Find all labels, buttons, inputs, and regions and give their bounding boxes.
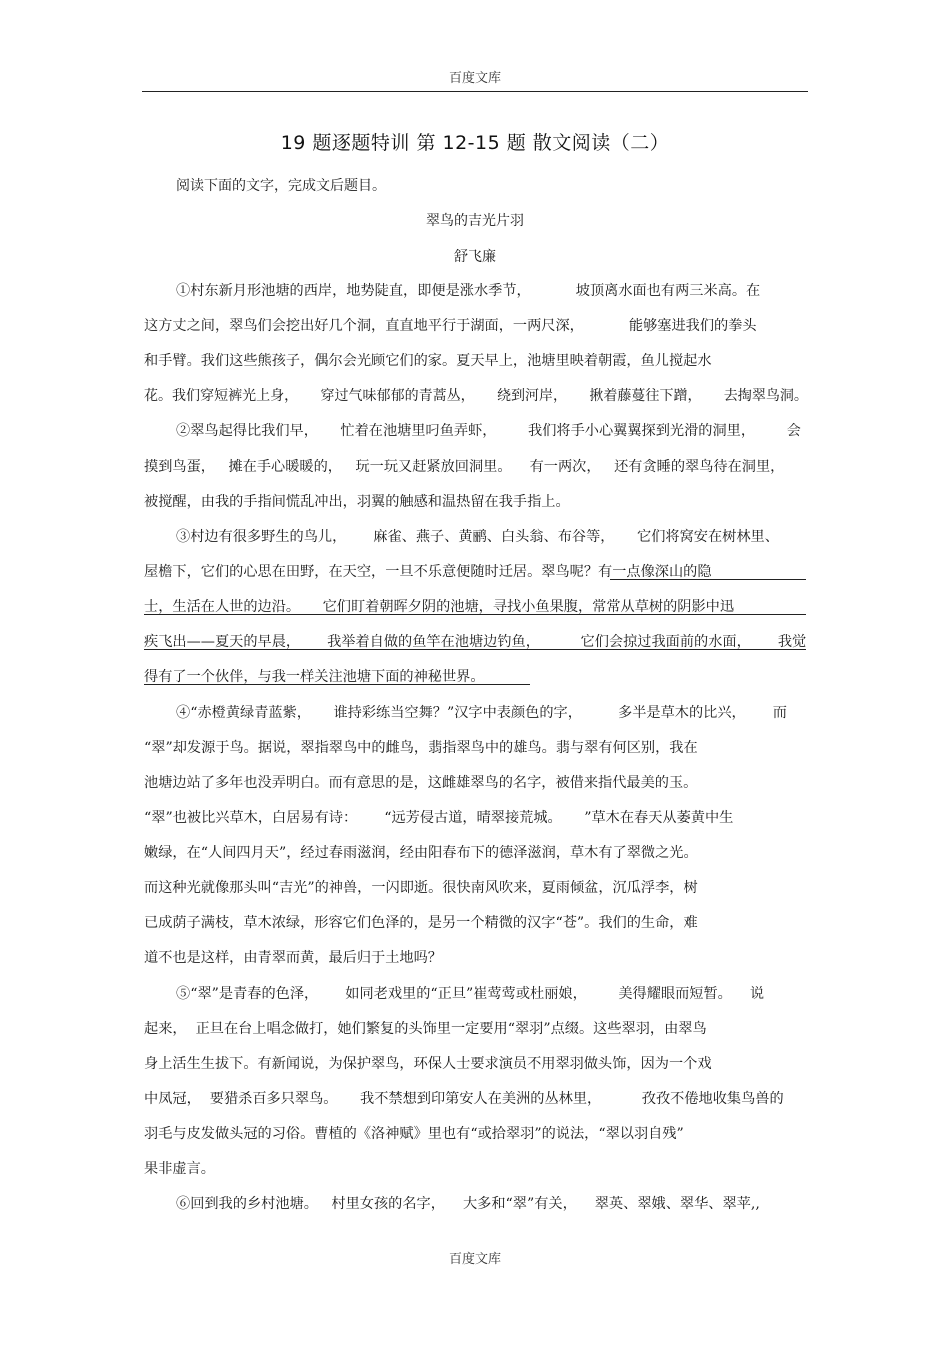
text-line: 被搅醒，由我的手指间慌乱冲出，羽翼的触感和温热留在我手指上。 bbox=[144, 494, 570, 510]
text-line: 中凤冠， 要猎杀百多只翠鸟。 我不禁想到印第安人在美洲的丛林里， 孜孜不倦地收集鸟兽的 bbox=[144, 1091, 784, 1107]
instruction-text: 阅读下面的文字，完成文后题目。 bbox=[176, 178, 386, 194]
underline-mark bbox=[144, 614, 806, 615]
text-line: 这方丈之间，翠鸟们会挖出好几个洞，直直地平行于湖面，一两尺深， 能够塞进我们的拳头 bbox=[144, 318, 757, 334]
underline-mark bbox=[144, 649, 806, 650]
text-line: 羽毛与皮发做头冠的习俗。曹植的《洛神赋》里也有“或拾翠羽”的说法，“翠以羽自残” bbox=[144, 1126, 684, 1142]
text-line: ①村东新月形池塘的西岸，地势陡直，即便是涨水季节， 坡顶离水面也有两三米高。在 bbox=[176, 283, 761, 299]
text-line: ⑤“翠”是青春的色泽， 如同老戏里的“正旦”崔莺莺或杜丽娘， 美得耀眼而短暂。 说 bbox=[176, 986, 765, 1002]
text-line: ②翠鸟起得比我们早， 忙着在池塘里叼鱼弄虾， 我们将手小心翼翼探到光滑的洞里， 会 bbox=[176, 423, 801, 439]
text-line: 得有了一个伙伴，与我一样关注池塘下面的神秘世界。 bbox=[144, 669, 485, 685]
text-line: 池塘边站了多年也没弄明白。而有意思的是，这雌雄翠鸟的名字，被借来指代最美的玉。 bbox=[144, 775, 698, 791]
text-line: 道不也是这样，由青翠而黄，最后归于土地吗？ bbox=[144, 950, 442, 966]
text-line: 摸到鸟蛋， 摊在手心暖暖的， 玩一玩又赶紧放回洞里。 有一两次， 还有贪睡的翠鸟待在洞里， bbox=[144, 459, 785, 475]
underline-mark bbox=[144, 684, 530, 685]
text-line: ④“赤橙黄绿青蓝紫， 谁持彩练当空舞？”汉字中表颜色的字， 多半是草木的比兴， 而 bbox=[176, 705, 787, 721]
text-line: 疾飞出——夏天的早晨， 我举着自做的鱼竿在池塘边钓鱼， 它们会掠过我面前的水面， 我觉 bbox=[144, 634, 807, 650]
text-line: 果非虚言。 bbox=[144, 1161, 215, 1177]
text-line: ③村边有很多野生的鸟儿， 麻雀、燕子、黄鹂、白头翁、布谷等， 它们将窝安在树林里、 bbox=[176, 529, 779, 545]
text-line: 嫩绿，在“人间四月天”，经过春雨滋润，经由阳春布下的德泽滋润，草木有了翠微之光。 bbox=[144, 845, 698, 861]
text-line: 起来， 正旦在台上唱念做打，她们繁复的头饰里一定要用“翠羽”点缀。这些翠羽，由翠鸟 bbox=[144, 1021, 707, 1037]
text-line: ⑥回到我的乡村池塘。 村里女孩的名字， 大多和“翠”有关， 翠英、翠娥、翠华、翠苹,, bbox=[176, 1196, 760, 1212]
underline-mark bbox=[610, 579, 806, 580]
text-line: 而这种光就像那头叫“吉光”的神兽，一闪即逝。很快南风吹来，夏雨倾盆，沉瓜浮李，树 bbox=[144, 880, 698, 896]
text-line: 身上活生生拔下。有新闻说，为保护翠鸟，环保人士要求演员不用翠羽做头饰，因为一个戏 bbox=[144, 1056, 712, 1072]
text-line: 花。我们穿短裤光上身， 穿过气味郁郁的青蒿丛， 绕到河岸， 揪着藤蔓往下蹭， 去掏翠鸟洞。 bbox=[144, 388, 808, 404]
text-line: 和手臂。我们这些熊孩子，偶尔会光顾它们的家。夏天早上，池塘里映着朝霞，鱼儿搅起水 bbox=[144, 353, 712, 369]
text-line: 已成荫子满枝，草木浓绿，形容它们色泽的，是另一个精微的汉字“苍”。我们的生命，难 bbox=[144, 915, 698, 931]
essay-title: 翠鸟的吉光片羽 bbox=[426, 213, 524, 229]
page-title: 19 题逐题特训 第 12-15 题 散文阅读（二） bbox=[280, 132, 670, 154]
text-line: “翠”也被比兴草木，白居易有诗： “远芳侵古道，晴翠接荒城。 ”草木在春天从萎黄中生 bbox=[144, 810, 734, 826]
page-header: 百度文库 bbox=[448, 71, 501, 86]
page-footer: 百度文库 bbox=[448, 1252, 501, 1267]
text-line: 士，生活在人世的边沿。 它们盯着朝晖夕阴的池塘，寻找小鱼果腹，常常从草树的阴影中迅 bbox=[144, 599, 735, 615]
header-divider bbox=[142, 91, 808, 92]
text-line: “翠”却发源于鸟。据说，翠指翠鸟中的雌鸟，翡指翠鸟中的雄鸟。翡与翠有何区别，我在 bbox=[144, 740, 698, 756]
essay-author: 舒飞廉 bbox=[454, 249, 496, 265]
text-line: 屋檐下，它们的心思在田野，在天空，一旦不乐意便随时迁居。翠鸟呢？有一点像深山的隐 bbox=[144, 564, 712, 580]
